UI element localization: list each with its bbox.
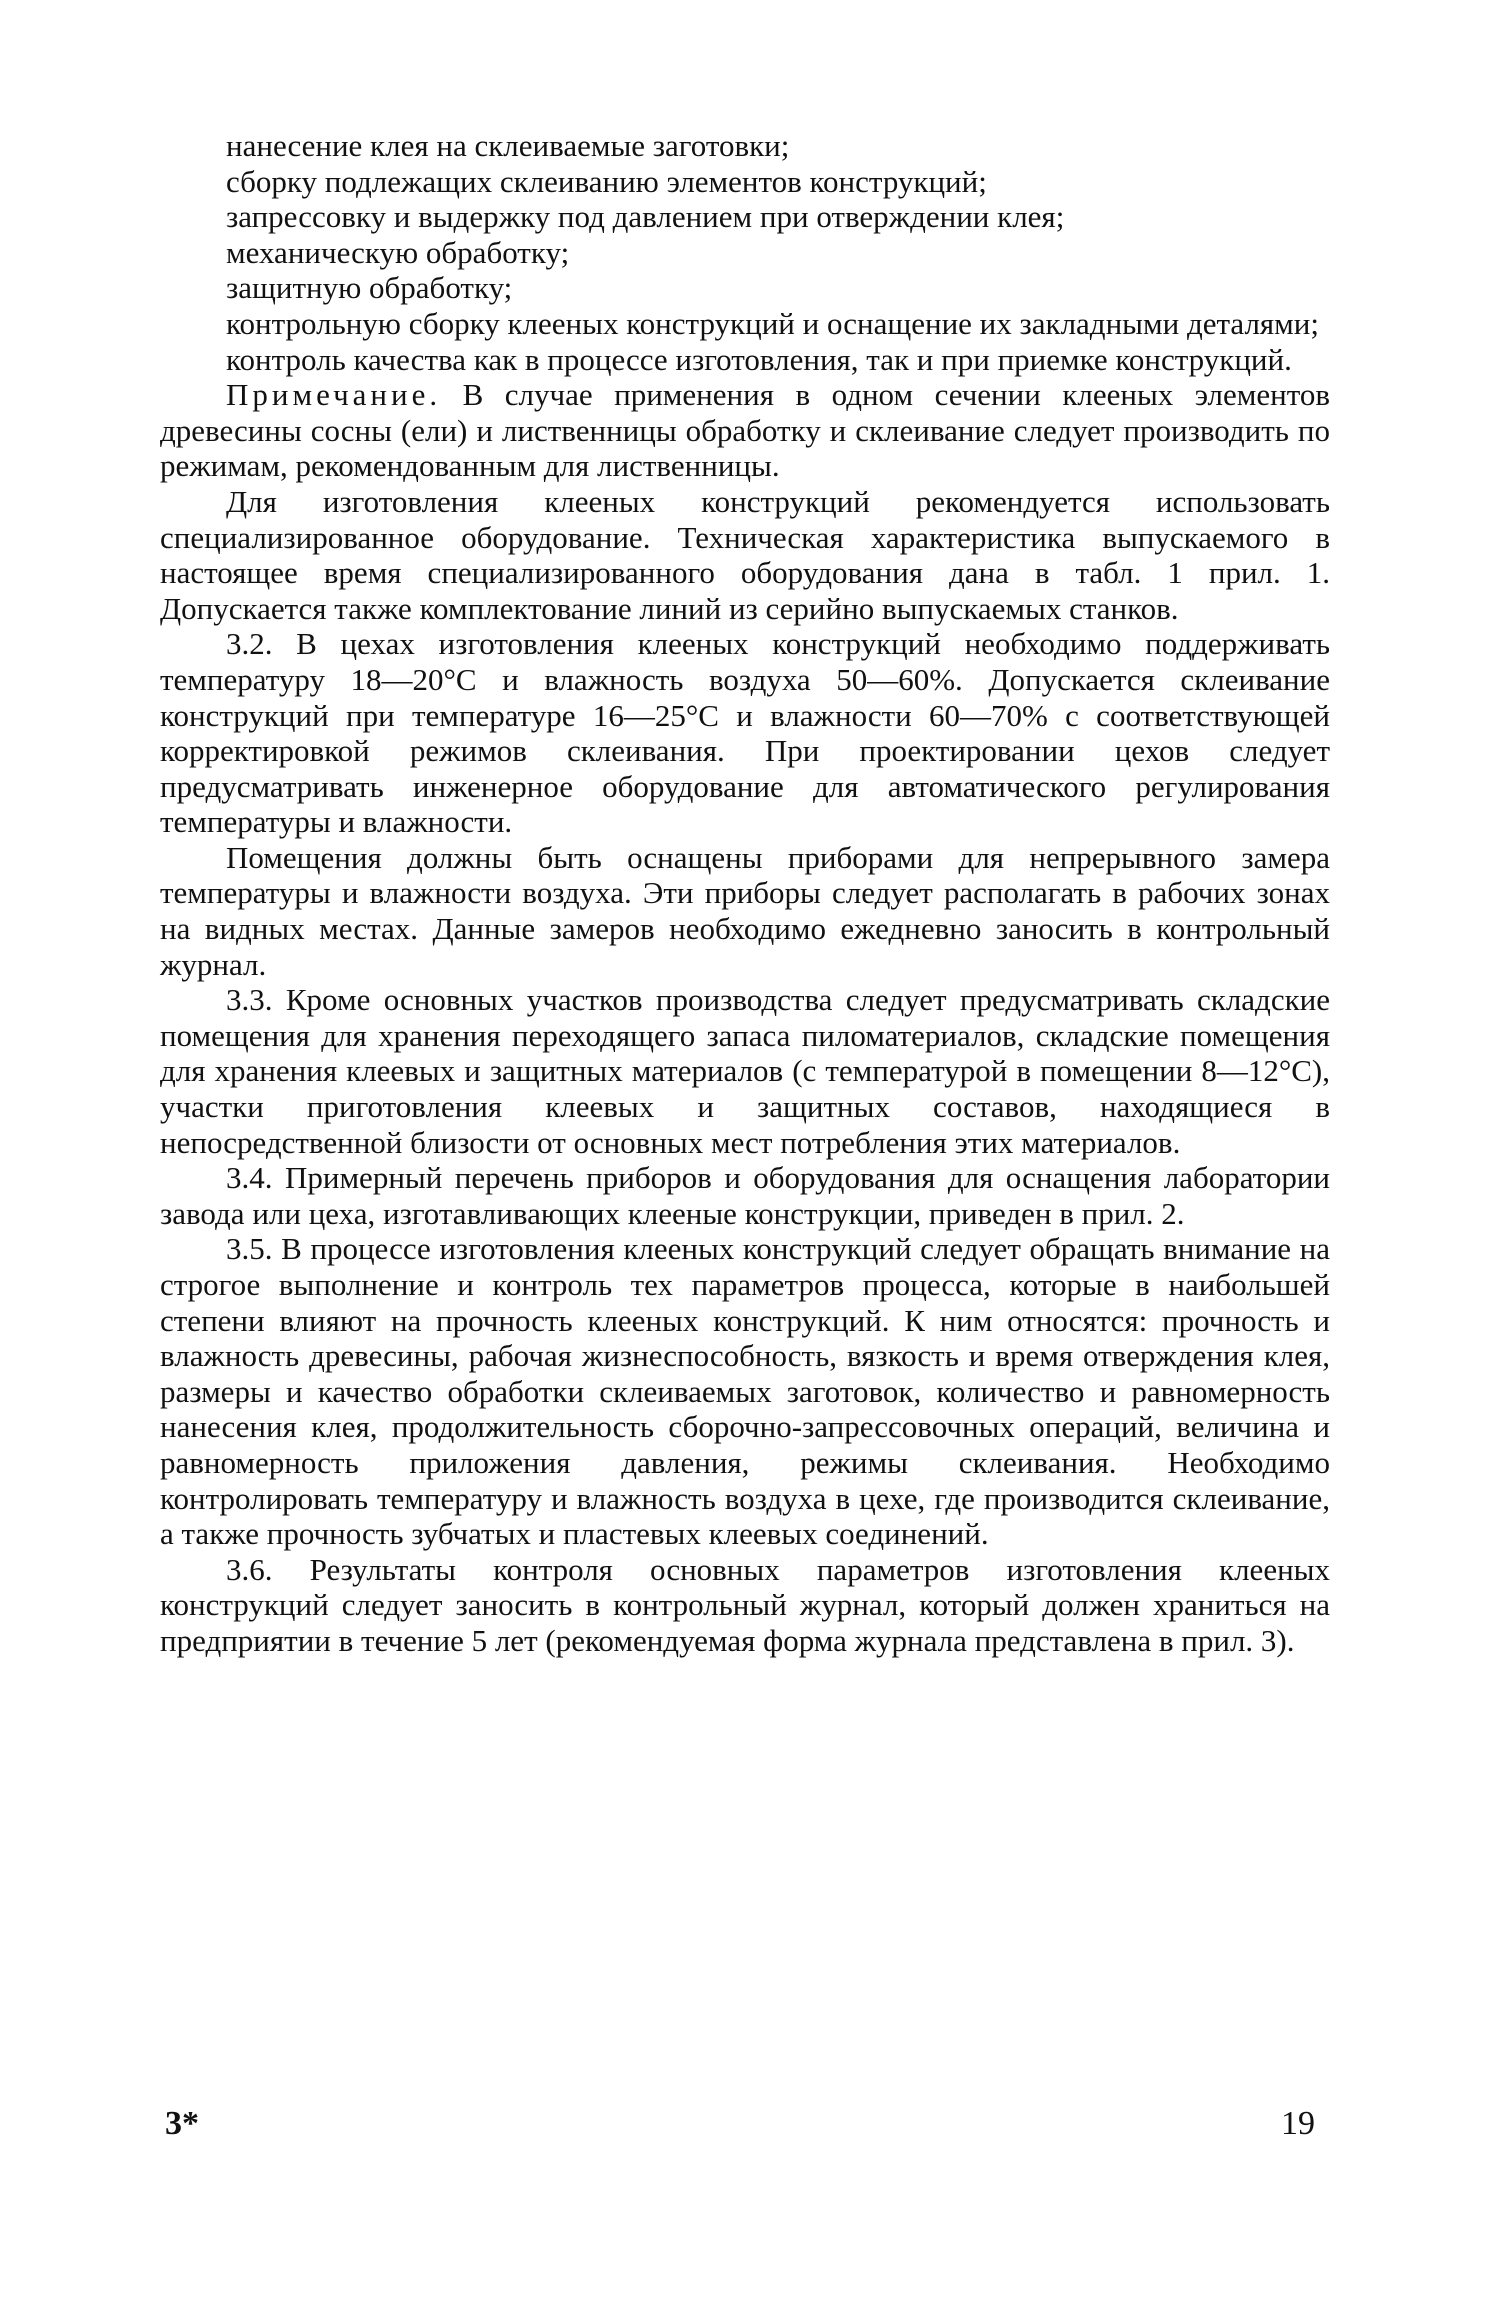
paragraph-3-6: 3.6. Результаты контроля основных параметров изготовления клееных конструкций следует заносить в контрольный журнал, который должен храниться на предприятии в течение 5 лет (рекомендуемая форма журнала представлена в прил. 3). — [160, 1551, 1330, 1658]
paragraph-3-2: 3.2. В цехах изготовления клееных конструкций необходимо поддерживать температуру 18—20°С и влажность воздуха 50—60%. Допускается склеивание конструкций при температуре 16—25°С и влажности 60—70% с соответствующей корректировкой режимов склеивания. При проектировании цехов следует предусматривать инженерное оборудование для автоматического регулирования температуры и влажности. — [160, 626, 1330, 840]
note-text: В случае применения в одном сечении клееных элементов древесины сосны (ели) и лиственницы обработку и склеивание следует производить по режимам, рекомендованным для лиственницы. — [160, 377, 1330, 484]
list-item: контроль качества как в процессе изготовления, так и при приемке конструкций. — [226, 341, 1292, 377]
paragraph-instruments: Помещения должны быть оснащены приборами для непрерывного замера температуры и влажности воздуха. Эти приборы следует располагать в рабочих зонах на видных местах. Данные замеров необходимо ежедневно заносить в контрольный журнал. — [160, 839, 1330, 982]
list-item: нанесение клея на склеиваемые заготовки; — [226, 128, 790, 163]
paragraph-3-4: 3.4. Примерный перечень приборов и оборудования для оснащения лаборатории завода или цеха, изготавливающих клееные конструкции, приведен в прил. 2. — [160, 1160, 1330, 1231]
list-item: сборку подлежащих склеиванию элементов конструкций; — [226, 163, 987, 199]
note-paragraph — [160, 377, 1330, 484]
signature-mark: 3* — [165, 2105, 199, 2142]
paragraph-3-5: 3.5. В процессе изготовления клееных конструкций следует обращать внимание на строгое выполнение и контроль тех параметров процесса, которые в наибольшей степени влияют на прочность клееных конструкций. К ним относятся: прочность и влажность древесины, рабочая жизнеспособность, вязкость и время отверждения клея, размеры и качество обработки склеиваемых заготовок, количество и равномерность нанесения клея, продолжительность сборочно-запрессовочных операций, величина и равномерность приложения давления, режимы склеивания. Необходимо контролировать температуру и влажность воздуха в цехе, где производится склеивание, а также прочность зубчатых и пластевых клеевых соединений. — [160, 1231, 1330, 1552]
list-item: контрольную сборку клееных конструкций и оснащение их закладными деталями; — [226, 305, 1319, 341]
page-number: 19 — [1281, 2105, 1315, 2142]
list-item: механическую обработку; — [226, 234, 570, 270]
paragraph-equipment: Для изготовления клееных конструкций рекомендуется использовать специализированное оборудование. Техническая характеристика выпускаемого в настоящее время специализированного оборудования дана в табл. 1 прил. 1. Допускается также комплектование линий из серийно выпускаемых станков. — [160, 483, 1330, 626]
note-label: Примечание. — [226, 377, 442, 413]
list-item: запрессовку и выдержку под давлением при отверждении клея; — [226, 199, 1065, 235]
list-item: защитную обработку; — [226, 270, 513, 306]
page-body — [160, 128, 1330, 1659]
paragraph-3-3: 3.3. Кроме основных участков производства следует предусматривать складские помещения для хранения переходящего запаса пиломатериалов, складские помещения для хранения клеевых и защитных материалов (с температурой в помещении 8—12°С), участки приготовления клеевых и защитных составов, находящиеся в непосредственной близости от основных мест потребления этих материалов. — [160, 982, 1330, 1160]
